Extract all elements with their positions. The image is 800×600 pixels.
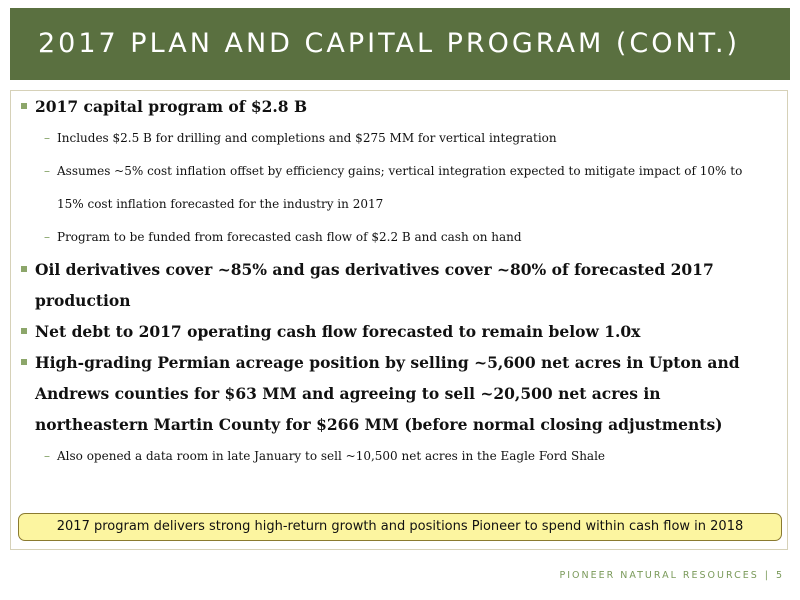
bullet-text: Oil derivatives cover ~85% and gas derivatives cover ~80% of forecasted 2017 production — [35, 260, 714, 310]
company-name: PIONEER NATURAL RESOURCES — [559, 570, 759, 581]
callout-text: 2017 program delivers strong high-return growth and positions Pioneer to spend within cash flow in 2018 — [56, 519, 744, 534]
sub-bullet-funding — [11, 221, 787, 254]
bullet-text: Net debt to 2017 operating cash flow forecasted to remain below 1.0x — [35, 322, 641, 341]
square-bullet-icon — [21, 103, 27, 109]
footer — [560, 570, 785, 581]
slide-title: 2017 PLAN AND CAPITAL PROGRAM (CONT.) — [38, 28, 741, 59]
dash-bullet-icon: – — [44, 230, 50, 244]
bullet-text: High-grading Permian acreage position by selling ~5,600 net acres in Upton and Andrews counties for $63 MM and agreeing to sell ~20,500 net acres in northeastern Martin County for $266 MM (before normal closing adjustments) — [35, 353, 740, 434]
callout-box — [18, 513, 782, 541]
dash-bullet-icon: – — [44, 449, 50, 463]
sub-bullet-inflation — [11, 155, 787, 221]
bullet-capital-program — [11, 91, 787, 122]
sub-bullet-data-room — [11, 440, 787, 473]
sub-bullet-text: Assumes ~5% cost inflation offset by efficiency gains; vertical integration expected to mitigate impact of 10% to 15% cost inflation forecasted for the industry in 2017 — [57, 164, 743, 211]
sub-bullet-drilling — [11, 122, 787, 155]
title-bar — [10, 8, 790, 80]
bullet-list — [11, 91, 787, 473]
dash-bullet-icon: – — [44, 164, 50, 178]
square-bullet-icon — [21, 266, 27, 272]
square-bullet-icon — [21, 359, 27, 365]
footer-separator: | — [764, 570, 770, 581]
bullet-derivatives — [11, 254, 787, 316]
bullet-text: 2017 capital program of $2.8 B — [35, 97, 308, 116]
page-number: 5 — [775, 570, 784, 581]
bullet-net-debt — [11, 316, 787, 347]
sub-bullet-text: Also opened a data room in late January to sell ~10,500 net acres in the Eagle Ford Shale — [57, 449, 606, 463]
bullet-high-grading — [11, 347, 787, 440]
square-bullet-icon — [21, 328, 27, 334]
sub-bullet-text: Includes $2.5 B for drilling and completions and $275 MM for vertical integration — [57, 131, 557, 145]
content-panel — [10, 90, 788, 550]
dash-bullet-icon: – — [44, 131, 50, 145]
sub-bullet-text: Program to be funded from forecasted cash flow of $2.2 B and cash on hand — [57, 230, 522, 244]
